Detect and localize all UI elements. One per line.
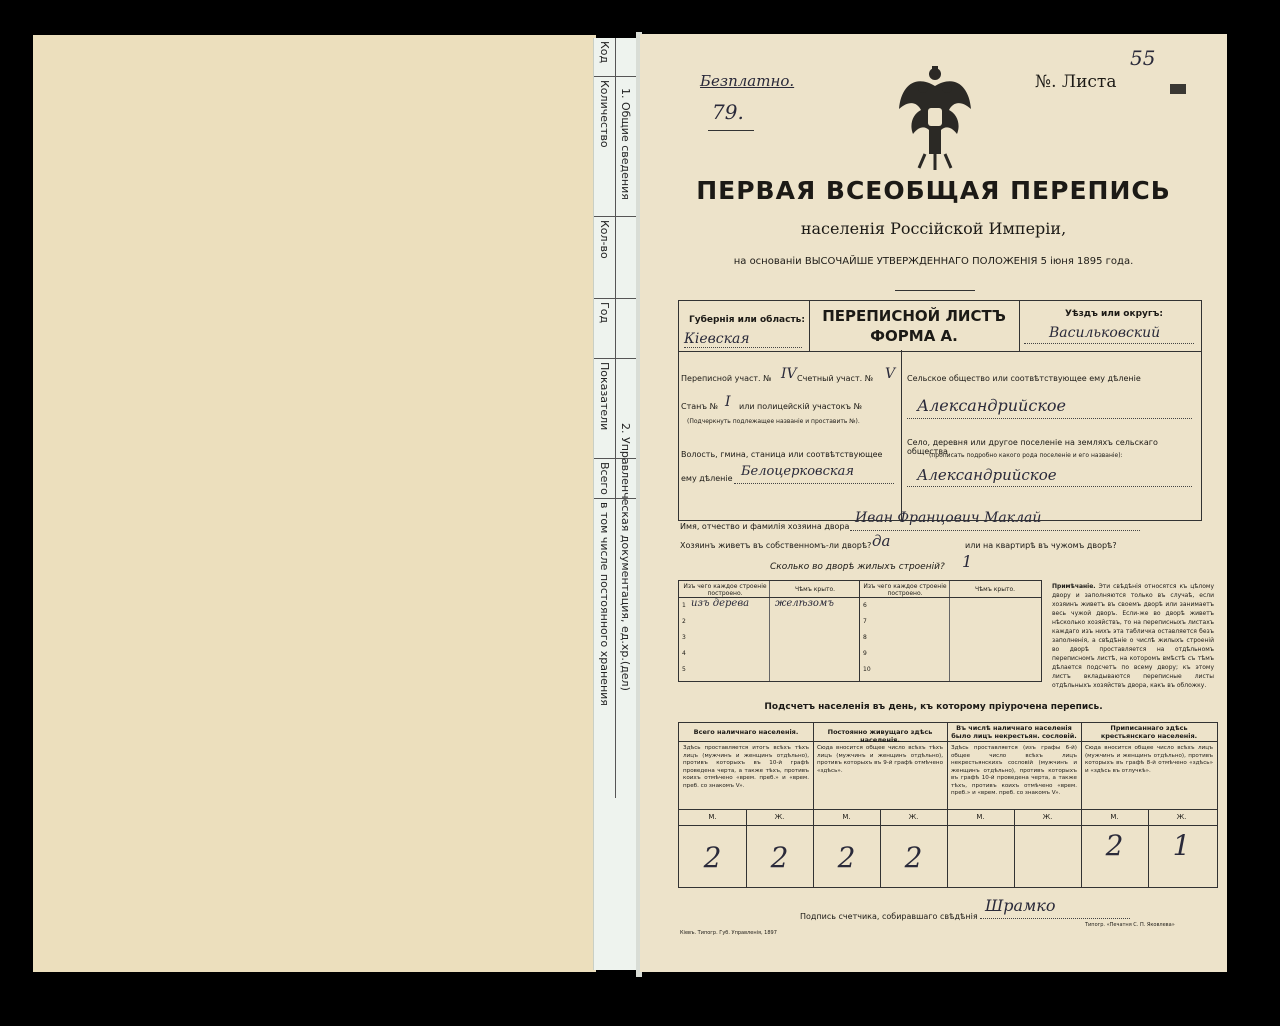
- form-type: ФОРМА А.: [870, 327, 958, 345]
- society-value: Александрийское: [917, 396, 1066, 415]
- count-col-sep-2: [947, 723, 948, 887]
- spine-section1-title: 1. Общие сведения: [619, 88, 632, 200]
- buildings-value: 1: [962, 552, 973, 571]
- spine-total-label: Всего: [598, 462, 611, 495]
- count-col-sep-3: [1081, 723, 1082, 887]
- uchast-label: Переписной участ. №: [681, 374, 772, 383]
- volost-line: [734, 483, 894, 484]
- spine-count-label: Кол-во: [598, 220, 611, 259]
- schet-label: Счетный участ. №: [797, 374, 874, 383]
- gubernia-label: Губернiя или область:: [689, 315, 805, 325]
- uezd-label: Уѣздъ или округъ:: [1065, 309, 1163, 319]
- header-box-sep-1: [809, 301, 810, 351]
- owner-value: Иван Францович Маклай: [855, 510, 1042, 526]
- col1-text: Здѣсь проставляется итогъ всѣхъ тѣхъ лицъ (мужчинъ и женщинъ отдѣльно), противъ которыхъ въ 10-й графѣ проведена черта, а также тѣхъ, противъ коихъ отмѣчено «врем. преб.» и «врем. преб. со знакомъ V».: [683, 745, 809, 789]
- buildings-col-line-1: [769, 581, 770, 681]
- m-label: М.: [976, 813, 985, 821]
- note-text: Эти свѣдѣнiя относятся къ цѣлому двору и заполняются только въ случаѣ, если хозяинъ живетъ въ своемъ дворѣ или занимаетъ весь чужой дворъ. Если-же во дворѣ живетъ нѣсколько хозяйствъ, то на переписныхъ листахъ каждаго изъ нихъ эта табличка оставляется безъ заполненiя, а свѣдѣнiе о числѣ жилыхъ строенiй во дворѣ проставляется на отдѣльномъ переписномъ листѣ, на которомъ вмѣстѣ съ тѣмъ дѣлается подсчетъ по всему двору; къ этому листъ вкладываются переписные листы отдѣльныхъ хозяйствъ двора, какъ въ обложку.: [1052, 583, 1214, 689]
- signature-value: Шрамко: [985, 896, 1056, 915]
- gubernia-line: [684, 347, 802, 348]
- village-note: (прописать подробно какого рода поселенiе и его названiе):: [929, 452, 1123, 459]
- archive-spine-strip: [593, 38, 638, 970]
- count-text-line: [679, 809, 1217, 810]
- head-roof-left: Чѣмъ крыто.: [794, 586, 836, 593]
- society-line: [907, 418, 1192, 419]
- census-sheet-title: ПЕРЕПИСНОЙ ЛИСТЪ: [822, 307, 1006, 325]
- count-head-line: [679, 741, 1217, 742]
- schet-value: V: [885, 366, 896, 382]
- note-title: Примѣчанiе.: [1052, 583, 1096, 590]
- signature-label: Подпись счетчика, собиравшаго свѣдѣнiя: [800, 912, 978, 921]
- stan-label: Станъ №: [681, 402, 718, 411]
- spine-section2-title: 2. Управленческая документация, ед.хр.(дел): [619, 423, 632, 691]
- header-box-sep-2: [1019, 301, 1020, 351]
- buildings-table-split: [859, 581, 860, 681]
- row1-roof: желѣзомъ: [775, 598, 834, 609]
- census-form-page: [640, 34, 1227, 972]
- zh-label: Ж.: [1176, 813, 1187, 821]
- row-num: 5: [682, 666, 686, 673]
- form-title: ПЕРВАЯ ВСЕОБЩАЯ ПЕРЕПИСЬ: [696, 176, 1171, 205]
- double-headed-eagle-icon: [895, 64, 975, 174]
- zh-label: Ж.: [1042, 813, 1053, 821]
- police-label: или полицейскiй участокъ №: [739, 402, 862, 411]
- form-basis: на основанiи ВЫСОЧАЙШЕ УТВЕРЖДЕННАГО ПОЛОЖЕНIЯ 5 iюня 1895 года.: [733, 256, 1134, 267]
- row1-material: изъ дерева: [691, 598, 750, 609]
- row-num: 10: [863, 666, 871, 673]
- owner-line: [850, 530, 1140, 531]
- form-subtitle: населенiя Россiйской Имперiи,: [800, 219, 1067, 238]
- col1-head: Всего наличнаго населенiя.: [693, 728, 799, 736]
- head-material-right: Изъ чего каждое строенiе построено.: [863, 583, 947, 597]
- col2-head: Постоянно живущаго здѣсь населенiя.: [827, 728, 933, 744]
- free-label: Безплатно.: [700, 72, 795, 90]
- col2-text: Сюда вносится общее число всѣхъ тѣхъ лицъ (мужчинъ и женщинъ отдѣльно), противъ которыхъ въ 9-й графѣ отмѣчено «здѣсь».: [817, 745, 943, 774]
- sheet-number-label: №. Листа: [1035, 72, 1117, 92]
- m-label: М.: [842, 813, 851, 821]
- village-label: Село, деревня или другое поселенiе на земляхъ сельскаго общества: [907, 438, 1158, 456]
- volost-label-2: ему дѣленiе: [681, 474, 733, 483]
- owner-label: Имя, отчество и фамилiя хозяина двора: [680, 522, 850, 531]
- society-label: Сельское общество или соотвѣтствующее ему дѣленiе: [907, 374, 1141, 383]
- col4-text: Сюда вносится общее число всѣхъ лицъ (мужчинъ и женщинъ отдѣльно), противъ которыхъ въ графѣ 8-й отмѣчено «здѣсь» и «здѣсь въ отлучкѣ».: [1085, 745, 1213, 774]
- volost-value: Белоцерковская: [741, 464, 854, 479]
- col3-text: Здѣсь проставляется (изъ графы 6-й) общее число всѣхъ лицъ некрестьянскихъ сословiй (мужчинъ и женщинъ отдѣльно), противъ которыхъ въ графѣ 10-й проведена черта, а также тѣхъ, противъ коихъ отмѣчено «врем. преб.» и «врем. преб. со знакомъ V».: [951, 745, 1077, 796]
- spine-divider: [615, 38, 616, 798]
- head-material-left: Изъ чего каждое строенiе построено.: [683, 583, 767, 597]
- stan-note: (Подчеркнуть подлежащее названiе и проставить №).: [687, 418, 860, 425]
- count-mz-line: [679, 825, 1217, 826]
- village-line: [907, 486, 1192, 487]
- buildings-table: [678, 580, 1042, 682]
- row-num: 9: [863, 650, 867, 657]
- own-yard-value: да: [872, 532, 891, 550]
- uezd-value: Васильковский: [1049, 325, 1161, 341]
- fields-divider: [901, 350, 902, 520]
- sheet-number-value: 55: [1130, 46, 1156, 70]
- buildings-label: Сколько во дворѣ жилыхъ строенiй?: [770, 562, 945, 572]
- spine-permanent-label: в том числе постоянного хранения: [598, 502, 611, 706]
- spine-code-label: Код: [598, 41, 611, 64]
- rent-label: или на квартирѣ въ чужомъ дворѣ?: [965, 541, 1117, 550]
- row-num: 3: [682, 634, 686, 641]
- row-num: 4: [682, 650, 686, 657]
- print-left: Кiевъ. Типогр. Губ. Управленiя, 1897: [680, 930, 777, 936]
- handwritten-number: 79.: [712, 100, 744, 124]
- row-num: 2: [682, 618, 686, 625]
- uchast-value: IV: [781, 366, 797, 382]
- header-box: [678, 300, 1202, 352]
- count-value: 2: [904, 841, 923, 874]
- row-num: 8: [863, 634, 867, 641]
- buildings-col-line-2: [949, 581, 950, 681]
- volost-label: Волость, гмина, станица или соотвѣтствующее: [681, 450, 883, 459]
- print-right: Типогр. «Печатня С. П. Яковлева»: [1085, 922, 1175, 928]
- zh-label: Ж.: [774, 813, 785, 821]
- row-num: 6: [863, 602, 867, 609]
- count-value: 1: [1172, 829, 1191, 862]
- ornament-divider: [895, 290, 975, 291]
- head-roof-right: Чѣмъ крыто.: [974, 586, 1016, 593]
- zh-label: Ж.: [908, 813, 919, 821]
- own-yard-label: Хозяинъ живетъ въ собственномъ-ли дворѣ?: [680, 541, 872, 550]
- col3-head: Въ числѣ наличнаго населенiя было лицъ некрестьян. сословiй.: [951, 724, 1077, 740]
- stan-value: I: [725, 394, 731, 410]
- location-fields-box: [678, 350, 1202, 521]
- m-label: М.: [708, 813, 717, 821]
- left-blank-page: [33, 35, 596, 972]
- stamp-mark: [1170, 84, 1186, 94]
- spine-quantity-label: Количество: [598, 80, 611, 148]
- population-count-table: [678, 722, 1218, 888]
- m-label: М.: [1110, 813, 1119, 821]
- count-value: 2: [837, 841, 856, 874]
- row-num: 7: [863, 618, 867, 625]
- handwritten-number-underline: [708, 130, 754, 131]
- village-value: Александрийское: [917, 466, 1057, 484]
- count-value: 2: [770, 841, 789, 874]
- gubernia-value: Кiевская: [684, 331, 750, 347]
- uezd-line: [1024, 343, 1194, 344]
- count-title: Подсчетъ населенiя въ день, къ которому прiурочена перепись.: [764, 702, 1103, 712]
- buildings-note: [1052, 582, 1214, 690]
- count-value: 2: [703, 841, 722, 874]
- spine-year-label: Год: [598, 302, 611, 324]
- count-value: 2: [1105, 829, 1124, 862]
- col4-head: Приписаннаго здѣсь крестьянскаго населенiя.: [1100, 724, 1198, 740]
- spine-indicators-label: Показатели: [598, 362, 611, 431]
- signature-line: [980, 918, 1130, 919]
- row-num: 1: [682, 602, 686, 609]
